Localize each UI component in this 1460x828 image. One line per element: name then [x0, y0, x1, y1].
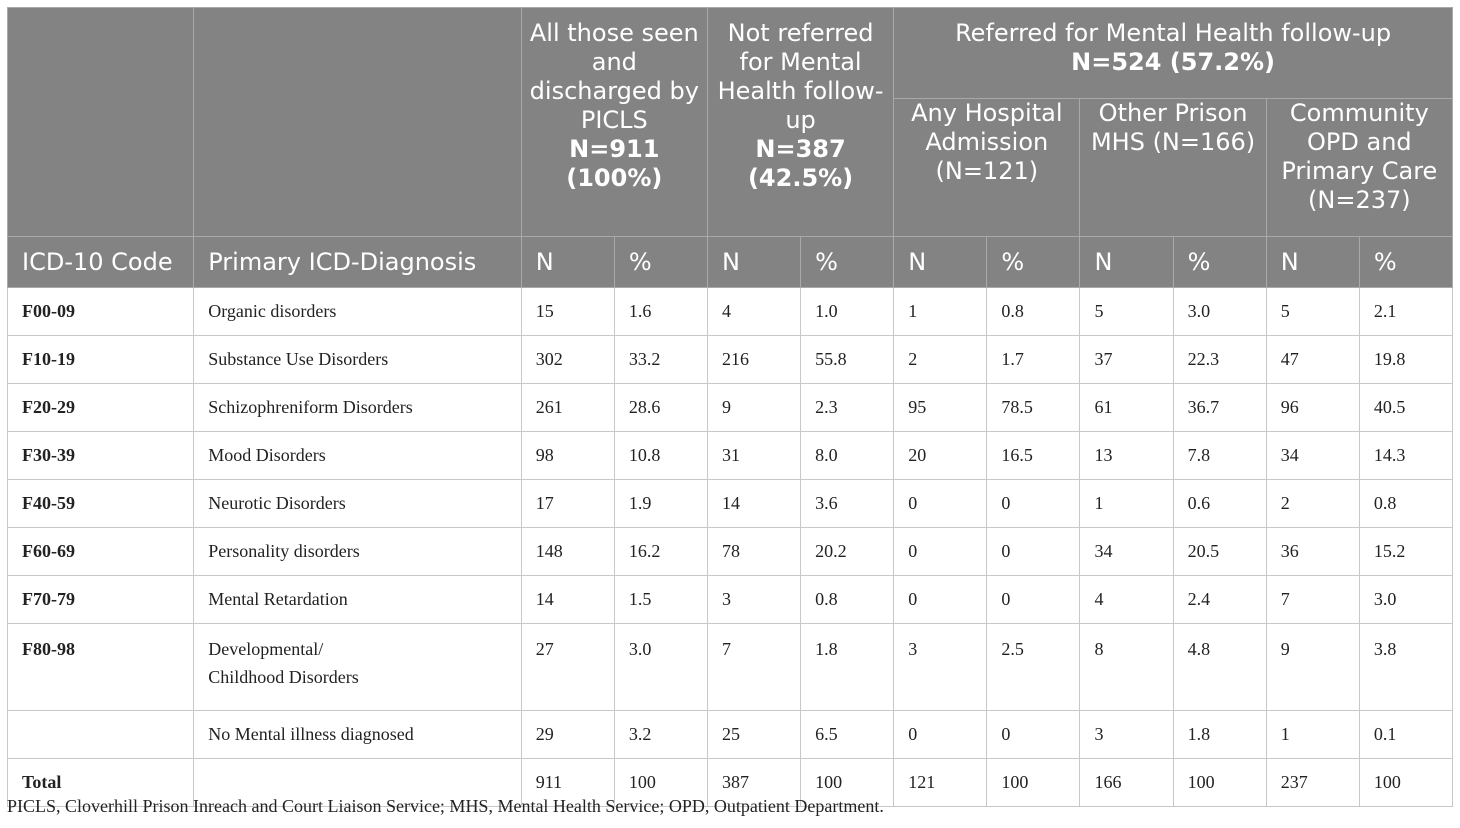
- diagnosis: Developmental/ Childhood Disorders: [194, 624, 521, 711]
- table-row: [8, 624, 1453, 711]
- icd-code: F80-98: [8, 624, 194, 711]
- diagnosis: Organic disorders: [194, 288, 521, 336]
- icd-code: F60-69: [8, 528, 194, 576]
- cell-value: 34: [1266, 432, 1359, 480]
- cell-value: 0: [987, 528, 1080, 576]
- header-all-seen-pct: (100%): [566, 164, 663, 192]
- cell-value: 5: [1080, 288, 1173, 336]
- cell-value: 37: [1080, 336, 1173, 384]
- column-header-n: N: [521, 237, 614, 288]
- header-referred: [894, 8, 1453, 99]
- cell-value: 95: [894, 384, 987, 432]
- icd-code: F40-59: [8, 480, 194, 528]
- cell-value: 2.4: [1173, 576, 1266, 624]
- cell-value: 0.8: [987, 288, 1080, 336]
- cell-value: 2: [894, 336, 987, 384]
- cell-value: 0.8: [1359, 480, 1452, 528]
- column-header-code: ICD-10 Code: [8, 237, 194, 288]
- cell-value: 1.8: [801, 624, 894, 711]
- cell-value: 100: [987, 759, 1080, 807]
- cell-value: 1: [1266, 711, 1359, 759]
- diagnosis: No Mental illness diagnosed: [194, 711, 521, 759]
- cell-value: 237: [1266, 759, 1359, 807]
- cell-value: 15.2: [1359, 528, 1452, 576]
- cell-value: 166: [1080, 759, 1173, 807]
- diagnosis: Substance Use Disorders: [194, 336, 521, 384]
- cell-value: 3: [707, 576, 800, 624]
- cell-value: 3.0: [614, 624, 707, 711]
- cell-value: 2.3: [801, 384, 894, 432]
- header-not-referred-n: N=387: [755, 135, 846, 163]
- cell-value: 40.5: [1359, 384, 1452, 432]
- cell-value: 3.2: [614, 711, 707, 759]
- table-row: [8, 288, 1453, 336]
- cell-value: 20.5: [1173, 528, 1266, 576]
- cell-value: 9: [1266, 624, 1359, 711]
- column-header-pct: %: [1173, 237, 1266, 288]
- diagnosis: Neurotic Disorders: [194, 480, 521, 528]
- cell-value: 7: [1266, 576, 1359, 624]
- cell-value: 1: [1080, 480, 1173, 528]
- column-header-n: N: [1266, 237, 1359, 288]
- icd-code: F10-19: [8, 336, 194, 384]
- column-header-pct: %: [801, 237, 894, 288]
- cell-value: 96: [1266, 384, 1359, 432]
- cell-value: 4: [707, 288, 800, 336]
- cell-value: 6.5: [801, 711, 894, 759]
- table-row: [8, 576, 1453, 624]
- table-row: [8, 384, 1453, 432]
- cell-value: 8: [1080, 624, 1173, 711]
- icd-code: F00-09: [8, 288, 194, 336]
- cell-value: 1.9: [614, 480, 707, 528]
- cell-value: 15: [521, 288, 614, 336]
- column-header-n: N: [894, 237, 987, 288]
- cell-value: 3.0: [1359, 576, 1452, 624]
- diagnosis-table: [7, 7, 1453, 807]
- cell-value: 33.2: [614, 336, 707, 384]
- cell-value: 14: [521, 576, 614, 624]
- cell-value: 10.8: [614, 432, 707, 480]
- cell-value: 36.7: [1173, 384, 1266, 432]
- cell-value: 0: [894, 576, 987, 624]
- cell-value: 1: [894, 288, 987, 336]
- cell-value: 4.8: [1173, 624, 1266, 711]
- cell-value: 7.8: [1173, 432, 1266, 480]
- cell-value: 47: [1266, 336, 1359, 384]
- header-blank-diagnosis: [194, 8, 521, 237]
- cell-value: 17: [521, 480, 614, 528]
- header-referred-label: Referred for Mental Health follow-up: [955, 19, 1392, 47]
- table-container: [7, 7, 1453, 807]
- cell-value: 0: [894, 480, 987, 528]
- cell-value: 1.6: [614, 288, 707, 336]
- cell-value: 148: [521, 528, 614, 576]
- cell-value: 78.5: [987, 384, 1080, 432]
- cell-value: 121: [894, 759, 987, 807]
- cell-value: 0: [987, 480, 1080, 528]
- diagnosis: Schizophreniform Disorders: [194, 384, 521, 432]
- diagnosis: Mood Disorders: [194, 432, 521, 480]
- cell-value: 2: [1266, 480, 1359, 528]
- column-header-pct: %: [987, 237, 1080, 288]
- cell-value: 387: [707, 759, 800, 807]
- header-blank-code: [8, 8, 194, 237]
- cell-value: 0: [987, 711, 1080, 759]
- header-any-hospital: Any Hospital Admission (N=121): [894, 99, 1080, 237]
- column-header-pct: %: [614, 237, 707, 288]
- cell-value: 20.2: [801, 528, 894, 576]
- cell-value: 3: [1080, 711, 1173, 759]
- cell-value: 0.6: [1173, 480, 1266, 528]
- cell-value: 1.5: [614, 576, 707, 624]
- table-row: [8, 336, 1453, 384]
- table-row: [8, 528, 1453, 576]
- cell-value: 14: [707, 480, 800, 528]
- header-not-referred-pct: (42.5%): [747, 164, 854, 192]
- cell-value: 22.3: [1173, 336, 1266, 384]
- cell-value: 27: [521, 624, 614, 711]
- cell-value: 13: [1080, 432, 1173, 480]
- cell-value: 16.2: [614, 528, 707, 576]
- cell-value: 261: [521, 384, 614, 432]
- header-all-seen: [521, 8, 707, 237]
- table-row: [8, 480, 1453, 528]
- cell-value: 14.3: [1359, 432, 1452, 480]
- cell-value: 4: [1080, 576, 1173, 624]
- cell-value: 7: [707, 624, 800, 711]
- diagnosis: Personality disorders: [194, 528, 521, 576]
- cell-value: 28.6: [614, 384, 707, 432]
- cell-value: 29: [521, 711, 614, 759]
- icd-code: F30-39: [8, 432, 194, 480]
- cell-value: 302: [521, 336, 614, 384]
- cell-value: 36: [1266, 528, 1359, 576]
- cell-value: 25: [707, 711, 800, 759]
- cell-value: 55.8: [801, 336, 894, 384]
- cell-value: 100: [614, 759, 707, 807]
- cell-value: 31: [707, 432, 800, 480]
- cell-value: 19.8: [1359, 336, 1452, 384]
- cell-value: 8.0: [801, 432, 894, 480]
- header-all-seen-n: N=911: [569, 135, 660, 163]
- cell-value: 216: [707, 336, 800, 384]
- cell-value: 0.1: [1359, 711, 1452, 759]
- cell-value: 100: [801, 759, 894, 807]
- header-all-seen-label: All those seen and discharged by PICLS: [529, 19, 699, 134]
- cell-value: 16.5: [987, 432, 1080, 480]
- cell-value: 20: [894, 432, 987, 480]
- icd-code: [8, 711, 194, 759]
- table-row: [8, 711, 1453, 759]
- column-header-pct: %: [1359, 237, 1452, 288]
- cell-value: 0: [894, 528, 987, 576]
- icd-code: Total: [8, 759, 194, 807]
- header-referred-n: N=524 (57.2%): [1071, 48, 1276, 76]
- cell-value: 2.1: [1359, 288, 1452, 336]
- cell-value: 100: [1359, 759, 1452, 807]
- cell-value: 1.7: [987, 336, 1080, 384]
- cell-value: 0: [894, 711, 987, 759]
- cell-value: 3.8: [1359, 624, 1452, 711]
- header-other-prison: Other Prison MHS (N=166): [1080, 99, 1266, 237]
- header-not-referred: [707, 8, 893, 237]
- cell-value: 5: [1266, 288, 1359, 336]
- cell-value: 3.0: [1173, 288, 1266, 336]
- header-community: Community OPD and Primary Care (N=237): [1266, 99, 1452, 237]
- cell-value: 3: [894, 624, 987, 711]
- cell-value: 34: [1080, 528, 1173, 576]
- column-header-n: N: [1080, 237, 1173, 288]
- cell-value: 1.0: [801, 288, 894, 336]
- icd-code: F20-29: [8, 384, 194, 432]
- cell-value: 100: [1173, 759, 1266, 807]
- column-header-diagnosis: Primary ICD-Diagnosis: [194, 237, 521, 288]
- cell-value: 2.5: [987, 624, 1080, 711]
- cell-value: 0.8: [801, 576, 894, 624]
- header-not-referred-label: Not referred for Mental Health follow-up: [717, 19, 884, 134]
- cell-value: 9: [707, 384, 800, 432]
- table-row: [8, 432, 1453, 480]
- diagnosis: Mental Retardation: [194, 576, 521, 624]
- cell-value: 61: [1080, 384, 1173, 432]
- cell-value: 3.6: [801, 480, 894, 528]
- cell-value: 0: [987, 576, 1080, 624]
- table-footnote: PICLS, Cloverhill Prison Inreach and Court Liaison Service; MHS, Mental Health Service; OPD, Outpatient Department.: [7, 796, 884, 816]
- cell-value: 1.8: [1173, 711, 1266, 759]
- icd-code: F70-79: [8, 576, 194, 624]
- cell-value: 98: [521, 432, 614, 480]
- cell-value: 78: [707, 528, 800, 576]
- column-header-n: N: [707, 237, 800, 288]
- cell-value: 911: [521, 759, 614, 807]
